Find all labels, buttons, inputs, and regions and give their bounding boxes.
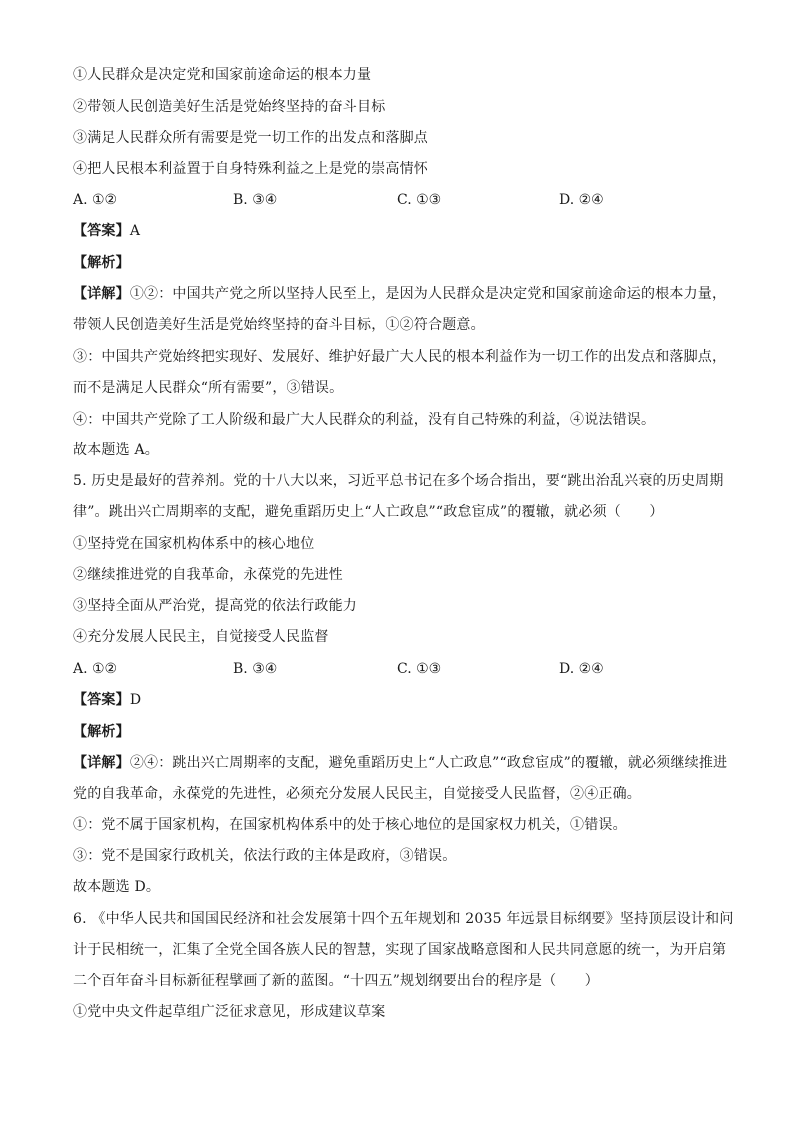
q5-stem-1: 5. 历史是最好的营养剂。党的十八大以来，习近平总书记在多个场合指出，要“跳出治乱兴衰的历史周期 <box>73 473 724 489</box>
q4-detail-1a <box>73 284 726 304</box>
q5-conclusion: 故本题选 D。 <box>73 879 161 895</box>
q5-options <box>73 659 733 679</box>
q5-option-b: B. ③④ <box>233 661 278 677</box>
q4-item-4: ④把人民根本利益置于自身特殊利益之上是党的崇高情怀 <box>73 161 428 177</box>
q5-option-c: C. ①③ <box>397 661 442 677</box>
answer-tag: 【答案】 <box>73 223 130 239</box>
answer-value: D <box>129 692 142 708</box>
q4-item-3: ③满足人民群众所有需要是党一切工作的出发点和落脚点 <box>73 130 428 146</box>
q4-detail-2b: 而不是满足人民群众“所有需要”，③错误。 <box>73 380 344 396</box>
answer-tag: 【答案】 <box>73 692 130 708</box>
q5-detail-1b: 党的自我革命，永葆党的先进性，必须充分发展人民民主，自觉接受人民监督，②④正确。 <box>73 786 641 802</box>
q4-detail-2a: ③：中国共产党始终把实现好、发展好、维护好最广大人民的根本利益作为一切工作的出发点和落脚点， <box>73 349 727 365</box>
q5-detail-2: ①：党不属于国家机构，在国家机构体系中的处于核心地位的是国家权力机关，①错误。 <box>73 817 627 833</box>
q5-item-2: ②继续推进党的自我革命，永葆党的先进性 <box>73 567 343 583</box>
q4-answer <box>73 221 140 241</box>
q6-stem-1: 6. 《中华人民共和国国民经济和社会发展第十四个五年规划和 2035 年远景目标纲要》坚持顶层设计和问 <box>73 911 734 927</box>
q5-detail-1a <box>73 753 727 773</box>
q5-option-d: D. ②④ <box>559 661 604 677</box>
q5-item-4: ④充分发展人民民主，自觉接受人民监督 <box>73 629 329 645</box>
q4-conclusion: 故本题选 A。 <box>73 442 159 458</box>
answer-value: A <box>129 223 141 239</box>
q4-option-a: A. ①② <box>73 192 118 208</box>
q4-analysis-tag: 【解析】 <box>73 255 130 271</box>
detail-text: ②④：跳出兴亡周期率的支配，避免重蹈历史上“人亡政息”“政怠宦成”的覆辙，就必须继续推进 <box>129 755 728 771</box>
detail-tag: 【详解】 <box>73 286 130 302</box>
detail-tag: 【详解】 <box>73 755 130 771</box>
q6-stem-3: 二个百年奋斗目标新征程擘画了新的蓝图。“十四五”规划纲要出台的程序是（ ） <box>73 973 599 989</box>
q4-option-c: C. ①③ <box>397 192 442 208</box>
q4-option-d: D. ②④ <box>559 192 604 208</box>
q5-answer <box>73 690 141 710</box>
q5-analysis-tag: 【解析】 <box>73 724 130 740</box>
q4-option-b: B. ③④ <box>233 192 278 208</box>
q5-item-1: ①坚持党在国家机构体系中的核心地位 <box>73 536 315 552</box>
q4-detail-1b: 带领人民创造美好生活是党始终坚持的奋斗目标，①②符合题意。 <box>73 317 485 333</box>
q4-item-2: ②带领人民创造美好生活是党始终坚持的奋斗目标 <box>73 99 386 115</box>
q5-detail-3: ③：党不是国家行政机关，依法行政的主体是政府，③错误。 <box>73 848 457 864</box>
q4-options <box>73 190 733 210</box>
q5-item-3: ③坚持全面从严治党，提高党的依法行政能力 <box>73 598 357 614</box>
q4-detail-3: ④：中国共产党除了工人阶级和最广大人民群众的利益，没有自己特殊的利益，④说法错误。 <box>73 412 656 428</box>
q4-item-1: ①人民群众是决定党和国家前途命运的根本力量 <box>73 67 372 83</box>
q6-stem-2: 计于民相统一，汇集了全党全国各族人民的智慧，实现了国家战略意图和人民共同意愿的统一，为开启第 <box>73 942 727 958</box>
q5-stem-2: 律”。跳出兴亡周期率的支配，避免重蹈历史上“人亡政息”“政怠宦成”的覆辙，就必须（ ） <box>73 504 664 520</box>
detail-text: ①②：中国共产党之所以坚持人民至上，是因为人民群众是决定党和国家前途命运的根本力量， <box>129 286 727 302</box>
q6-item-1: ①党中央文件起草组广泛征求意见，形成建议草案 <box>73 1004 386 1020</box>
q5-option-a: A. ①② <box>73 661 118 677</box>
